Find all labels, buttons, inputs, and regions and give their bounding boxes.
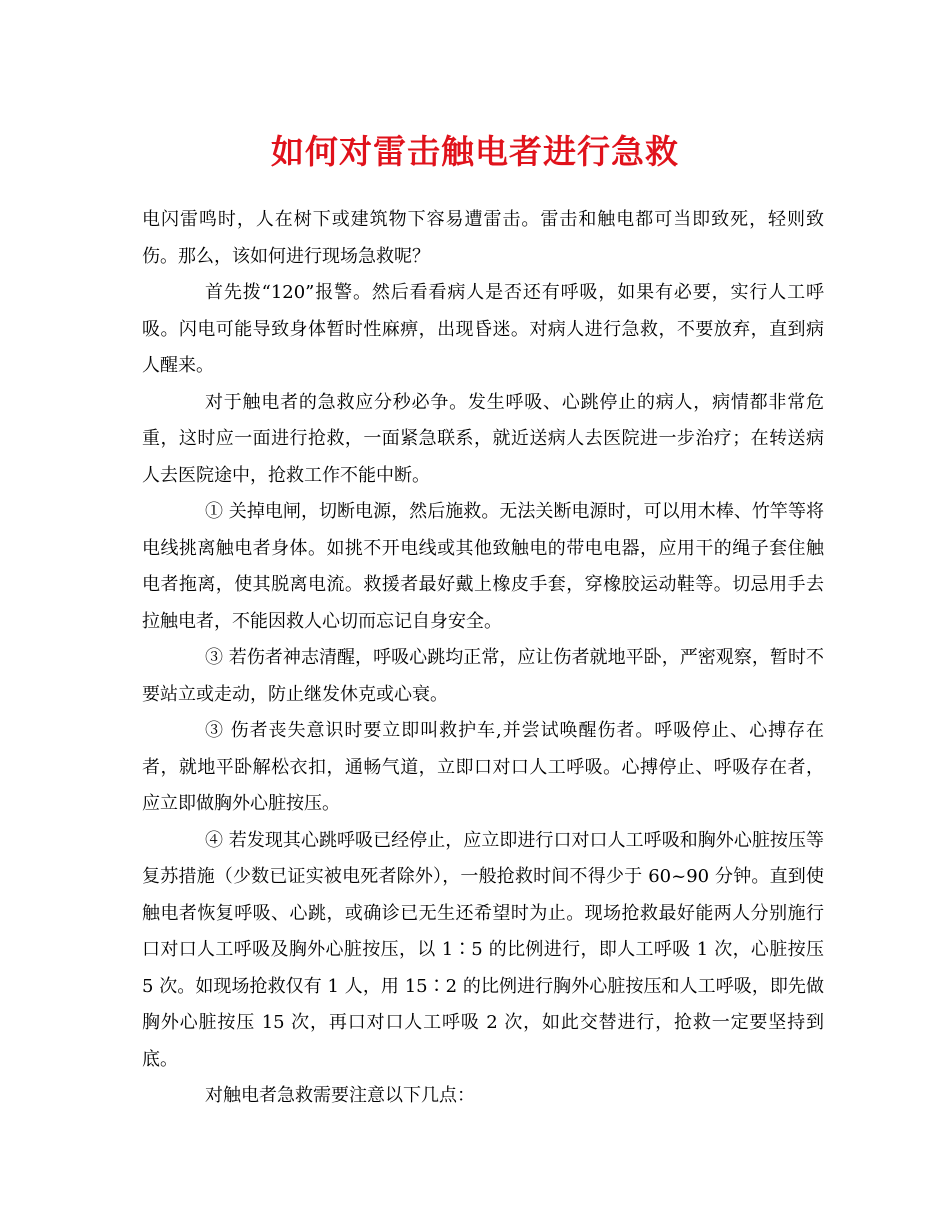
- document-title: 如何对雷击触电者进行急救: [271, 132, 679, 171]
- paragraph-step-1: ① 关掉电闸，切断电源，然后施救。无法关断电源时，可以用木棒、竹竿等将电线挑离触电者身体。如挑不开电线或其他致触电的带电电器，应用干的绳子套住触电者拖离，使其脱离电流。救援者最好戴上橡皮手套，穿橡胶运动鞋等。切忌用手去拉触电者，不能因救人心切而忘记自身安全。: [142, 501, 824, 632]
- paragraph-step-conscious: ③ 若伤者神志清醒，呼吸心跳均正常，应让伤者就地平卧，严密观察，暂时不要站立或走动，防止继发休克或心衰。: [142, 647, 824, 705]
- paragraph-notes-heading: 对触电者急救需要注意以下几点：: [205, 1085, 475, 1106]
- paragraph-intro: 电闪雷鸣时，人在树下或建筑物下容易遭雷击。雷击和触电都可当即致死，轻则致伤。那么，该如何进行现场急救呢？: [142, 209, 824, 267]
- paragraph-step-4: ④ 若发现其心跳呼吸已经停止，应立即进行口对口人工呼吸和胸外心脏按压等复苏措施（少数已证实被电死者除外），一般抢救时间不得少于 60~90 分钟。直到使触电者恢复呼吸、心跳，或确诊已无生还希望时为止。现场抢救最好能两人分别施行口对口人工呼吸及胸外心脏按压，以 1∶5 的比例进行，即人工呼吸 1 次，心脏按压 5 次。如现场抢救仅有 1 人，用 15∶2 的比例进行胸外心脏按压和人工呼吸，即先做胸外心脏按压 15 次，再口对口人工呼吸 2 次，如此交替进行，抢救一定要坚持到底。: [142, 829, 824, 1070]
- paragraph-step-unconscious: ③ 伤者丧失意识时要立即叫救护车,并尝试唤醒伤者。呼吸停止、心搏存在者，就地平卧解松衣扣，通畅气道，立即口对口人工呼吸。心搏停止、呼吸存在者，应立即做胸外心脏按压。: [142, 720, 824, 814]
- paragraph-call-120: 首先拨“120”报警。然后看看病人是否还有呼吸，如果有必要，实行人工呼吸。闪电可能导致身体暂时性麻痹，出现昏迷。对病人进行急救，不要放弃，直到病人醒来。: [142, 282, 824, 376]
- document-body: [142, 202, 824, 1115]
- paragraph-urgency: 对于触电者的急救应分秒必争。发生呼吸、心跳停止的病人，病情都非常危重，这时应一面进行抢救，一面紧急联系，就近送病人去医院进一步治疗；在转送病人去医院途中，抢救工作不能中断。: [142, 391, 824, 486]
